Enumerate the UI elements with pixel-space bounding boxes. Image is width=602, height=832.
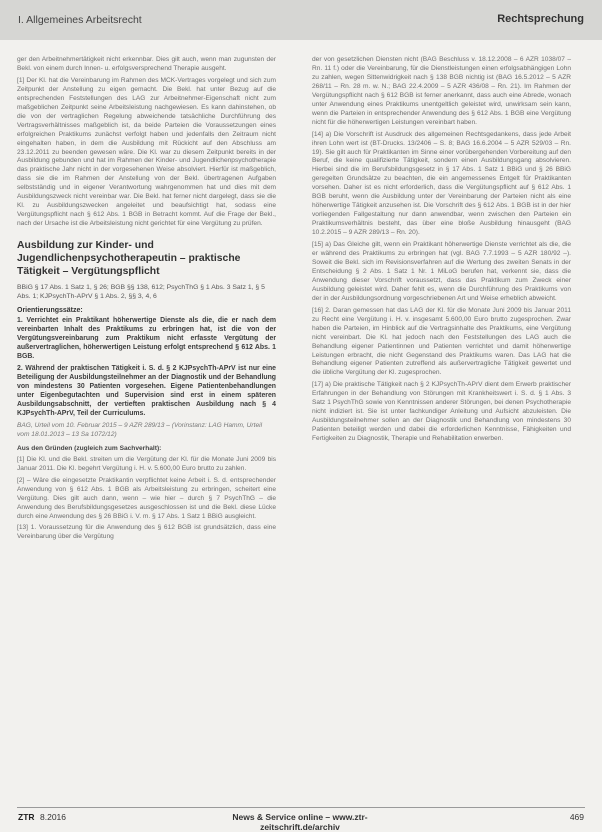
left-column — [17, 56, 276, 545]
body-paragraph: [1] Der Kl. hat die Vereinbarung im Rahmen des MCK-Vertrages vorgelegt und sich zum Zeitpunkt der Anstellung zu eigen gemacht. Die Bekl. hat unter Bezug auf die entsprechenden Feststellungen des LAG zur Arbeitnehmer-Eigenschaft nicht zum maßgeblichen Zeitpunkt seine Arbeitsleistung nachgewiesen. Es kann dahinstehen, ob die von der vertraglichen Regelung abweichende tatsächliche Durchführung des Vertragsverhältnisses maßgeblich ist, da beide Parteien die Voraussetzungen eines erfolgreichen Praktikums zunächst verfolgt haben und jedenfalls den Zeitraum nicht eingehalten haben, in dem die Ausbildung mit Rückicht auf den Abschluss am 23.12.2011 zu beenden gewesen wäre. Die Kl. war zu diesem Zeitpunkt bereits in der Ausbildung gebunden und hat im Rahmen der Kinder- und Jugendlichenpsychotherapie das praktische Jahr nicht in der vorgesehenen Weise absolviert. Hierfür ist maßgeblich, dass sie die im Rahmen der Anstellung von der Bekl. übertragenen Aufgaben selbstständig und in eigener Verantwortung wahrgenommen hat und dies mit dem Ausbildungszweck nicht vereinbar war. Die Bekl. hat ferner nicht dargelegt, dass sie die Kl. zu Ausbildungszwecken angeleitet und beaufsichtigt hat, sodass eine Vergütungspflicht nach § 612 Abs. 1 BGB in Betracht kommt. Auf die Frage der Bekl., nach der Ursache ist die Arbeitsleistung nicht gerichtet für eine Vergütung zu prüfen. — [17, 76, 276, 228]
decision-source: BAG, Urteil vom 10. Februar 2015 – 9 AZR 289/13 – (Vorinstanz: LAG Hamm, Urteil vom 18.01.2013 – 13 Sa 1072/12) — [17, 421, 263, 438]
journal-abbreviation: ZTR — [18, 812, 35, 822]
norm-references: BBiG § 17 Abs. 1 Satz 1, § 26; BGB §§ 138, 612; PsychThG § 1 Abs. 3 Satz 1, § 5 Abs. 1; KJPsychTh-APrV § 1 Abs. 2, §§ 3, 4, 6 — [17, 284, 265, 301]
category-label: Rechtsprechung — [497, 13, 584, 25]
body-paragraph: [17] a) Die praktische Tätigkeit nach § 2 KJPsychTh-APrV dient dem Erwerb praktischer Erfahrungen in der Behandlung von Störungen mit Krankheitswert i. S. d. § 1 Abs. 3 Satz 1 PsychThG sowie von Kenntnissen anderer Störungen, bei denen Psychotherapie nicht indiziert ist. Sie ist unter fachkundiger Anleitung und Aufsicht abzuleisten. Die Ausbildungsteilnehmer sollen an der Diagnostik und Behandlung von mindestens 30 Patienten beteiligt werden und dabei die erforderlichen Kenntnisse, Fähigkeiten und Fertigkeiten zu Diagnostik, Therapie und Rehabilitation erwerben. — [312, 381, 571, 443]
guiding-principle: 2. Während der praktischen Tätigkeit i. S. d. § 2 KJPsychTh-APrV ist nur eine Beteiligung der Ausbildungsteilnehmer an der Diagnostik und der Behandlung von mindestens 30 Patienten vorgesehen. Eigene Patientenbehandlungen unter Eigenbegutachten und Supervision sind erst in einem späteren Ausbildungsabschnitt, der vertieften praktischen Ausbildung nach § 4 KJPsychTh-APrV, Teil der Curriculums. — [17, 365, 276, 417]
guiding-principle: 1. Verrichtet ein Praktikant höherwertige Dienste als die, die er nach dem vereinbarten Inhalt des Praktikums zu erbringen hat, ist die von der Vergütungsvereinbarung zum Praktikum nicht erfasste Vergütung der außervertraglichen, höherwertigen Leistung erfolgt entsprechend § 612 Abs. 1 BGB. — [17, 317, 276, 361]
issue-label: 8.2016 — [40, 812, 66, 822]
decision-heading: Ausbildung zur Kinder- und Jugendlichenpsychotherapeutin – praktische Tätigkeit – Vergütungspflicht — [17, 240, 241, 278]
reason-paragraph: [1] Die Kl. und die Bekl. streiten um die Vergütung der Kl. für die Monate Juni 2009 bis Januar 2011. Die Kl. begehrt Vergütung i. H. v. 5.600,00 Euro brutto zu zahlen. — [17, 455, 276, 472]
archive-link[interactable]: News & Service online – www.ztr-zeitschrift.de/archiv — [232, 812, 368, 832]
body-paragraph: der von gesetzlichen Diensten nicht (BAG Beschluss v. 18.12.2008 – 6 AZR 1038/07 – Rn. 11 f.) oder die Vereinbarung, für die Dienstleistungen einen erfolgsabhängigen Lohn zu zahlen, wegen Sittenwidrigkeit nach § 138 BGB nichtig ist (BAG 16.5.2012 – 5 AZR 268/11 – Rn. 28 m. w. N.; BAG 22.4.2009 – 5 AZR 436/08 – Rn. 21). Im Rahmen der Vergütungspflicht nach § 612 BGB ist ferner anerkannt, dass auch eine Abrede, wonach unter Anwendung eines Praktikums unentgeltlich geleistet wird, unwirksam sein kann, wenn die Parteien in entsprechender Anwendung des § 612 Abs. 1 BGB eine Vergütung nicht für die höherwertigen Leistungen vereinbart haben. — [312, 56, 571, 126]
body-paragraph: [16] 2. Daran gemessen hat das LAG der Kl. für die Monate Juni 2009 bis Januar 2011 zu Recht eine Vergütung i. H. v. insgesamt 5.600,00 Euro brutto zugesprochen. Zwar haben die Parteien, im Hinblick auf die Vertragsinhalte des Praktikums, eine Vergütung nicht vereinbart. Die Kl. hat jedoch nach den Feststellungen des LAG auch die Behandlung eigener Patientinnen und Patienten verrichtet und damit höherwertige Leistungen erbracht, die nicht Gegenstand des Praktikums waren. Das LAG hat die Behandlung eigener Patienten zutreffend als außervertragliche Tätigkeit gewertet und die übliche Vergütung der Kl. zugesprochen. — [312, 306, 571, 377]
page-footer — [0, 807, 602, 832]
reasons-title: Aus den Gründen (zugleich zum Sachverhalt): — [17, 444, 162, 452]
right-column — [312, 56, 571, 447]
reason-paragraph: [13] 1. Voraussetzung für die Anwendung des § 612 BGB ist grundsätzlich, dass eine Vereinbarung über die Vergütung — [17, 524, 276, 541]
reason-paragraph: [2] – Wäre die eingesetzte Praktikantin verpflichtet keine Arbeit i. S. d. entsprechender Anwendung von § 612 Abs. 1 BGB als Arbeitsleistung zu erbringen, scheitert eine Vergütung. Dies gilt auch dann, wenn – wie hier – durch § 7 PsychThG – die Anwendung des Berufsbildungsgesetzes ausgeschlossen ist und die Bekl. diese Lücke durch eine Anwendung des § 26 BBiG i. V. m. § 17 Abs. 1 Satz 1 BBiG ausgleicht. — [17, 476, 276, 520]
page-number: 469 — [569, 812, 584, 822]
section-title: I. Allgemeines Arbeitsrecht — [18, 14, 142, 26]
body-paragraph: ger den Arbeitnehmertätigkeit nicht erkennbar. Dies gilt auch, wenn man zugunsten der Bekl. von einem durch Innen- u. erfolgsversprechend Therapie ausgeht. — [17, 56, 276, 72]
guiding-principles-title: Orientierungssätze: — [17, 306, 83, 314]
footer-divider — [17, 807, 585, 808]
body-paragraph: [15] a) Das Gleiche gilt, wenn ein Praktikant höherwertige Dienste verrichtet als die, die er während des Praktikums zu erbringen hat (vgl. BAG 7.7.1993 – 5 AZR 180/92 –). Soweit die Bekl. sich im Revisionsverfahren auf die Wertung des zweiten Senats in der Entscheidung § 2 Abs. 1 Satz 1 Nr. 1 MiLoG berufen hat, verkennt sie, dass die Anwendung dieser Vorschrift voraussetzt, dass das Praktikum zum Zweck einer Ausbildung geleistet wird. Daher fehlt es, wenn die Durchführung des Praktikums von der in der Ausbildungsordnung vorgeschriebenen Art und Weise erheblich abweicht. — [312, 241, 571, 302]
body-paragraph: [14] a) Die Vorschrift ist Ausdruck des allgemeinen Rechtsgedankens, dass jede Arbeit ihren Lohn wert ist (BT-Drucks. 13/2406 – S. 8; BAG 16.6.2004 – 5 AZR 529/03 – Rn. 19). Sie gilt auch für Praktikanten im Sinne einer vorübergehenden Vorbereitung auf den Beruf, die keine qualifizierte Tätigkeit, sondern einen Ausbildungsgang absolvieren. Hierbei sind die im Berufsbildungsgesetz in § 17 Abs. 1 Satz 1 BBiG und § 26 BBiG geregelten Grundsätze zu beachten, die ein angemessenes Entgelt für Praktikanten vorsehen. Daher ist es nicht erforderlich, dass die Vergütungspflicht auf § 612 Abs. 1 BGB beruht, wenn die Ausbildung unter der Vereinbarung der Parteien nicht als eine höherwertige Tätigkeit anzusehen ist. Die Vorschrift des § 612 Abs. 1 BGB ist in der hier vorliegenden Fallgestaltung nur dann anwendbar, wenn zwischen den Parteien ein Praktikumsverhältnis besteht, das über eine bloße Ausbildung hinausgeht (BAG 10.2.2015 – 9 AZR 289/13 – Rn. 20). — [312, 130, 571, 237]
page-header — [0, 0, 602, 40]
